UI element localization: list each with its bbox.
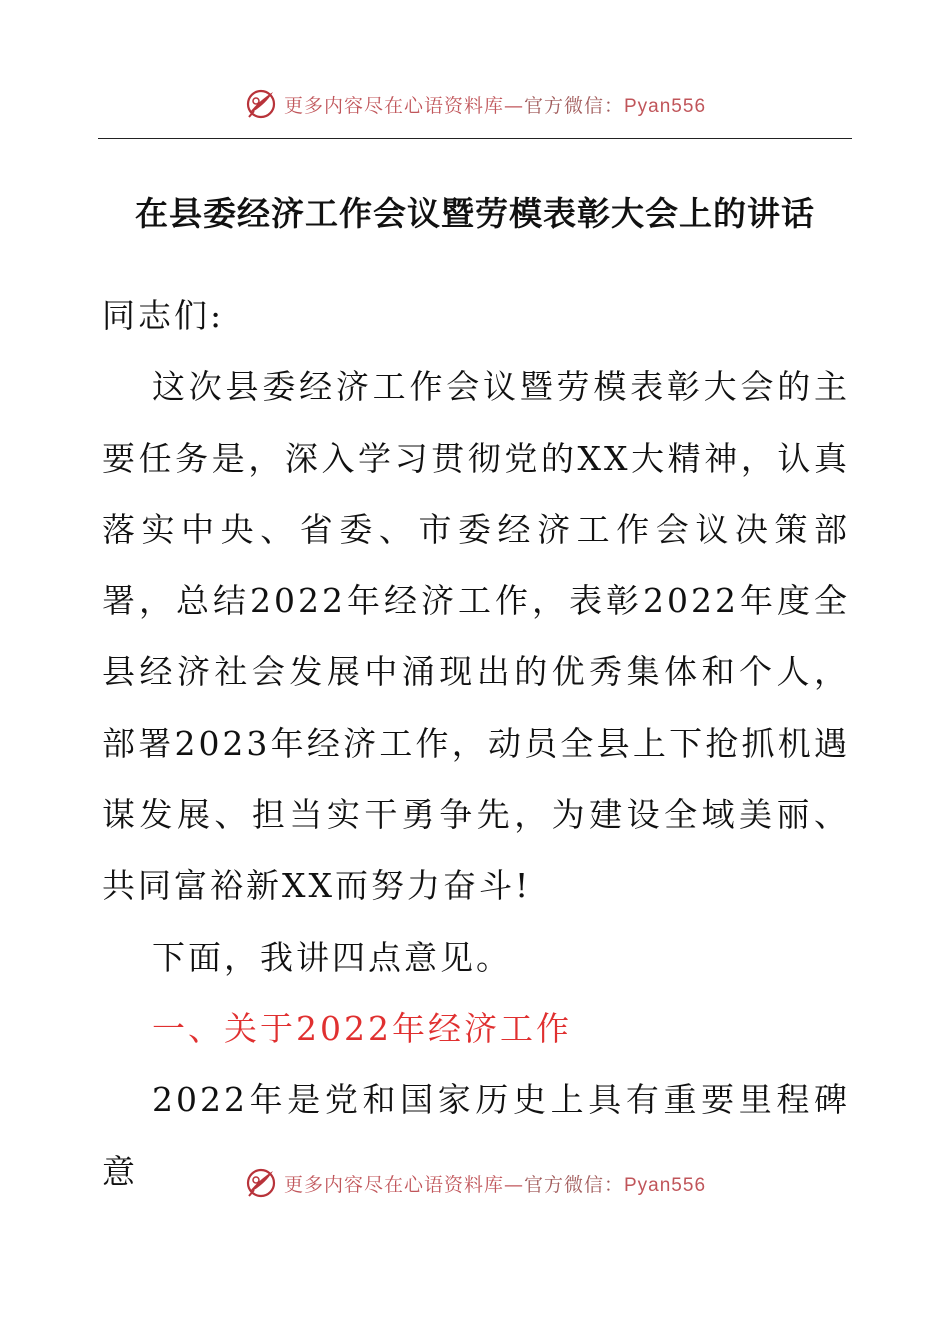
salutation: 同志们:: [102, 296, 225, 335]
banner-wechat-label: 官方微信：: [523, 1173, 624, 1196]
banner-wechat-id: Pyan556: [624, 95, 707, 117]
quill-pen-logo-icon: [244, 87, 278, 121]
header-banner: [0, 84, 950, 124]
banner-text: [284, 1170, 706, 1197]
document-body: [102, 280, 850, 1207]
document-title: 在县委经济工作会议暨劳模表彰大会上的讲话: [135, 194, 815, 233]
body-paragraph: 2022年是党和国家历史上具有重要里程碑意: [102, 1080, 850, 1191]
header-divider: [98, 138, 852, 139]
banner-dash: —: [503, 94, 524, 117]
footer-banner: [0, 1163, 950, 1203]
banner-inner: [244, 87, 706, 121]
body-paragraph: 下面，我讲四点意见。: [152, 937, 512, 977]
banner-dash: —: [503, 1173, 524, 1196]
banner-inner: [244, 1166, 706, 1200]
body-paragraph: 这次县委经济工作会议暨劳模表彰大会的主要任务是，深入学习贯彻党的XX大精神，认真落实中央、省委、市委经济工作会议决策部署，总结2022年经济工作，表彰2022年度全县经济社会发展中涌现出的优秀集体和个人，部署2023年经济工作，动员全县上下抢抓机遇谋发展、担当实干勇争先，为建设全域美丽、共同富裕新XX而努力奋斗!: [102, 367, 850, 906]
banner-site-name: 更多内容尽在心语资料库: [283, 1173, 504, 1196]
section-heading: 一、关于2022年经济工作: [152, 1008, 572, 1048]
quill-pen-logo-icon: [244, 1166, 278, 1200]
banner-wechat-label: 官方微信：: [523, 94, 624, 117]
banner-site-name: 更多内容尽在心语资料库: [283, 94, 504, 117]
banner-text: [284, 91, 706, 118]
banner-wechat-id: Pyan556: [624, 1174, 707, 1196]
